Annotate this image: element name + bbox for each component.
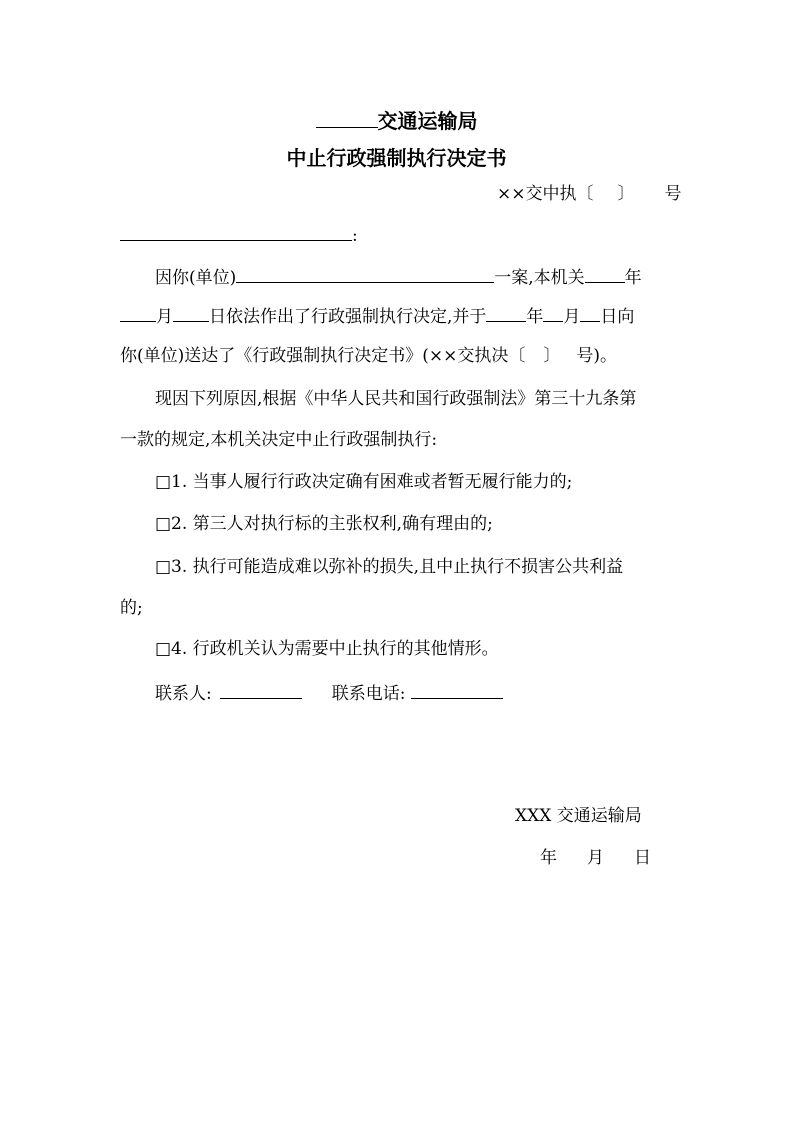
agency-suffix: 交通运输局: [377, 109, 478, 133]
contact-person-label: 联系人:: [155, 684, 212, 704]
decision-month-blank[interactable]: [120, 303, 156, 322]
date-month-label: 月: [587, 848, 604, 868]
option-3-continued: 的;: [120, 598, 143, 618]
agency-title: [0, 105, 793, 135]
text-segment: 月: [563, 307, 581, 327]
decision-year-blank[interactable]: [585, 264, 625, 283]
option-3[interactable]: □3. 执行可能造成难以弥补的损失,且中止执行不损害公共利益: [155, 557, 624, 577]
text-segment: 你(单位)送达了《行政强制执行决定书》(××交执决〔: [120, 346, 526, 366]
document-title: 中止行政强制执行决定书: [286, 146, 507, 170]
text-segment: 月: [156, 307, 173, 327]
addressee-blank[interactable]: [120, 222, 352, 241]
contact-phone-blank[interactable]: [411, 680, 503, 699]
option-4[interactable]: □4. 行政机关认为需要中止执行的其他情形。: [155, 639, 499, 659]
text-segment: 因你(单位): [155, 268, 237, 288]
date-day-label: 日: [634, 848, 651, 868]
decision-day-blank[interactable]: [173, 303, 209, 322]
addressee-colon: :: [352, 226, 358, 246]
signature-agency: XXX 交通运输局: [515, 806, 642, 826]
paragraph-2-line-1: 现因下列原因,根据《中华人民共和国行政强制法》第三十九条第: [155, 389, 637, 409]
case-blank[interactable]: [236, 264, 494, 283]
paragraph-1-line-2: [120, 303, 634, 329]
addressee-line: [120, 222, 358, 248]
doc-number-bracket-close: 〕: [617, 184, 635, 204]
text-segment: 年: [526, 307, 544, 327]
text-segment: 日向: [600, 307, 635, 327]
contact-phone-label: 联系电话:: [331, 684, 406, 704]
agency-name-blank[interactable]: [316, 105, 378, 128]
text-segment: 号)。: [576, 346, 618, 366]
text-segment: 一案,本机关: [494, 268, 585, 288]
served-day-blank[interactable]: [580, 303, 600, 322]
paragraph-1-line-1: [155, 264, 642, 290]
option-1[interactable]: □1. 当事人履行行政决定确有困难或者暂无履行能力的;: [155, 472, 573, 492]
served-year-blank[interactable]: [486, 303, 526, 322]
served-month-blank[interactable]: [543, 303, 563, 322]
option-2[interactable]: □2. 第三人对执行标的主张权利,确有理由的;: [155, 514, 493, 534]
document-number: [497, 182, 682, 206]
signature-date: [540, 846, 651, 870]
date-year-label: 年: [540, 848, 557, 868]
contact-line: [155, 680, 503, 706]
paragraph-2-line-2: 一款的规定,本机关决定中止行政强制执行:: [120, 430, 438, 450]
text-segment: 年: [624, 268, 642, 288]
paragraph-1-line-3: [120, 344, 617, 368]
text-segment: 〕: [543, 346, 561, 366]
doc-number-suffix: 号: [664, 184, 682, 204]
contact-person-blank[interactable]: [220, 680, 302, 699]
doc-number-prefix: ××交中执〔: [497, 184, 594, 204]
text-segment: 日依法作出了行政强制执行决定,并于: [209, 307, 487, 327]
